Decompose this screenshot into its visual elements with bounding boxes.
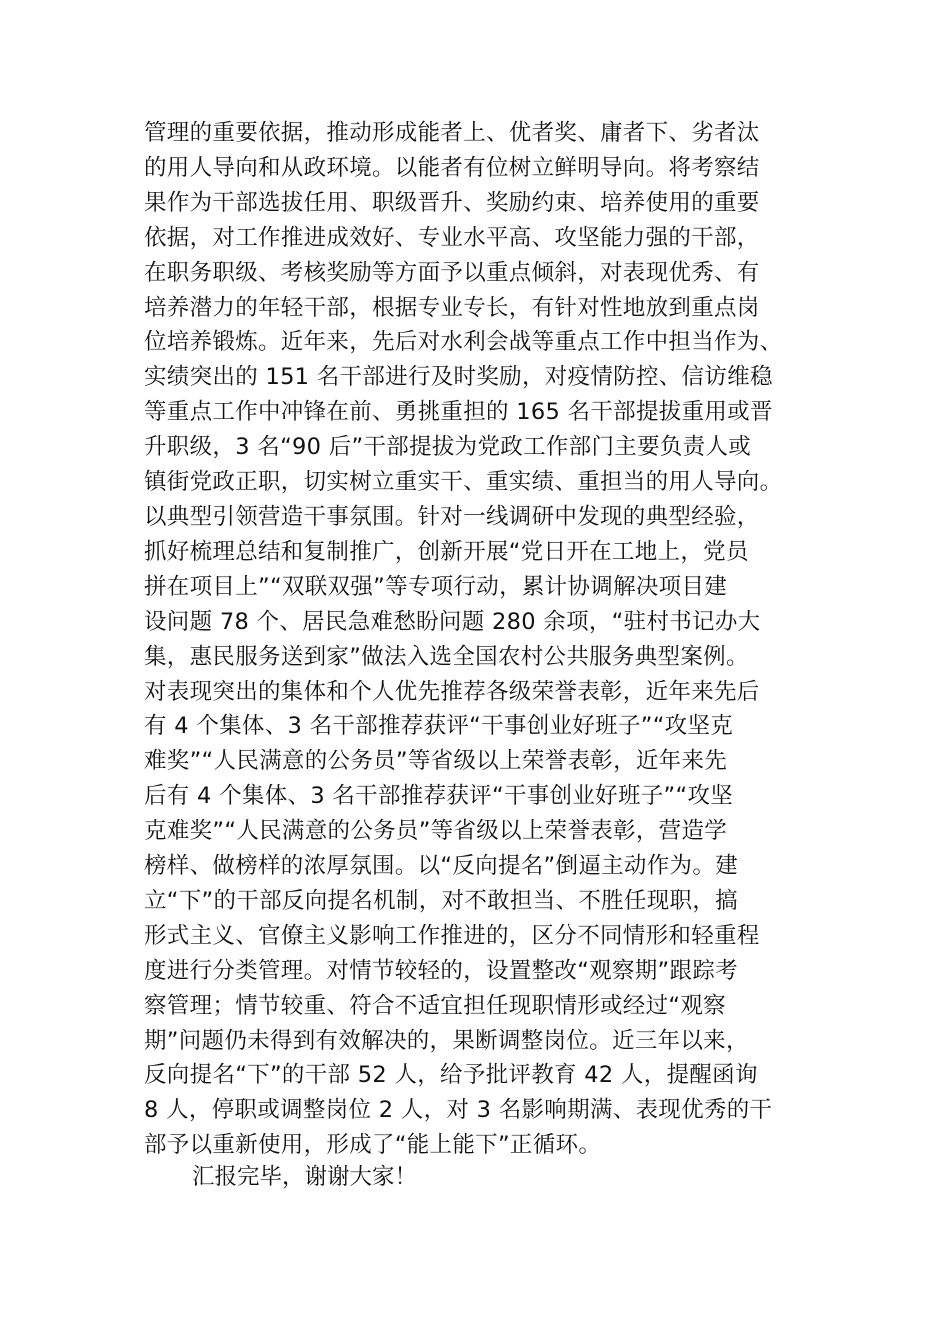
text-line: 难奖”“人民满意的公务员”等省级以上荣誉表彰，近年来先 xyxy=(144,748,728,775)
text-line: 形式主义、官僚主义影响工作推进的，区分不同情形和轻重程 xyxy=(144,922,760,949)
text-line: 立“下”的干部反向提名机制，对不敢担当、不胜任现职，搞 xyxy=(144,887,738,914)
text-line: 管理的重要依据，推动形成能者上、优者奖、庸者下、劣者汰 xyxy=(144,120,760,146)
body-paragraph xyxy=(144,116,834,1163)
text-line: 的用人导向和从政环境。以能者有位树立鲜明导向。将考察结 xyxy=(144,154,760,181)
text-line: 察管理；情节较重、符合不适宜担任现职情形或经过“观察 xyxy=(144,992,726,1019)
text-line: 期”问题仍未得到有效解决的，果断调整岗位。近三年以来， xyxy=(144,1027,749,1054)
text-line: 培养潜力的年轻干部，根据专业专长，有针对性地放到重点岗 xyxy=(144,294,760,321)
text-line: 后有 4 个集体、3 名干部推荐获评“干事创业好班子”“攻坚 xyxy=(144,783,734,810)
text-line: 实绩突出的 151 名干部进行及时奖励，对疫情防控、信访维稳 xyxy=(144,364,773,391)
text-line: 对表现突出的集体和个人优先推荐各级荣誉表彰，近年来先后 xyxy=(144,678,760,705)
closing-remark: 汇报完毕，谢谢大家！ xyxy=(192,1164,418,1190)
text-line: 等重点工作中冲锋在前、勇挑重担的 165 名干部提拔重用或晋 xyxy=(144,399,773,426)
text-line: 位培养锻炼。近年来，先后对水利会战等重点工作中担当作为、 xyxy=(144,329,783,356)
text-line: 升职级，3 名“90 后”干部提拔为党政工作部门主要负责人或 xyxy=(144,434,752,461)
text-line: 抓好梳理总结和复制推广，创新开展“党日开在工地上，党员 xyxy=(144,538,749,565)
text-line: 8 人，停职或调整岗位 2 人，对 3 名影响期满、表现优秀的干 xyxy=(144,1097,773,1124)
text-line: 果作为干部选拔任用、职级晋升、奖励约束、培养使用的重要 xyxy=(144,189,760,216)
text-line: 榜样、做榜样的浓厚氛围。以“反向提名”倒逼主动作为。建 xyxy=(144,853,738,880)
text-line: 有 4 个集体、3 名干部推荐获评“干事创业好班子”“攻坚克 xyxy=(144,713,734,740)
text-line: 度进行分类管理。对情节较轻的，设置整改“观察期”跟踪考 xyxy=(144,957,738,984)
text-line: 依据，对工作推进成效好、专业水平高、攻坚能力强的干部， xyxy=(144,224,760,251)
text-line: 设问题 78 个、居民急难愁盼问题 280 余项，“驻村书记办大 xyxy=(144,608,761,635)
text-line: 拼在项目上”“双联双强”等专项行动，累计协调解决项目建 xyxy=(144,573,728,600)
text-line: 镇街党政正职，切实树立重实干、重实绩、重担当的用人导向。 xyxy=(144,469,783,496)
text-line: 集，惠民服务送到家”做法入选全国农村公共服务典型案例。 xyxy=(144,643,749,670)
text-line: 在职务职级、考核奖励等方面予以重点倾斜，对表现优秀、有 xyxy=(144,259,760,286)
text-line: 克难奖”“人民满意的公务员”等省级以上荣誉表彰，营造学 xyxy=(144,818,728,845)
text-line: 反向提名“下”的干部 52 人，给予批评教育 42 人，提醒函询 xyxy=(144,1062,758,1089)
text-line: 以典型引领营造干事氛围。针对一线调研中发现的典型经验， xyxy=(144,503,760,530)
text-line: 部予以重新使用，形成了“能上能下”正循环。 xyxy=(144,1132,602,1159)
